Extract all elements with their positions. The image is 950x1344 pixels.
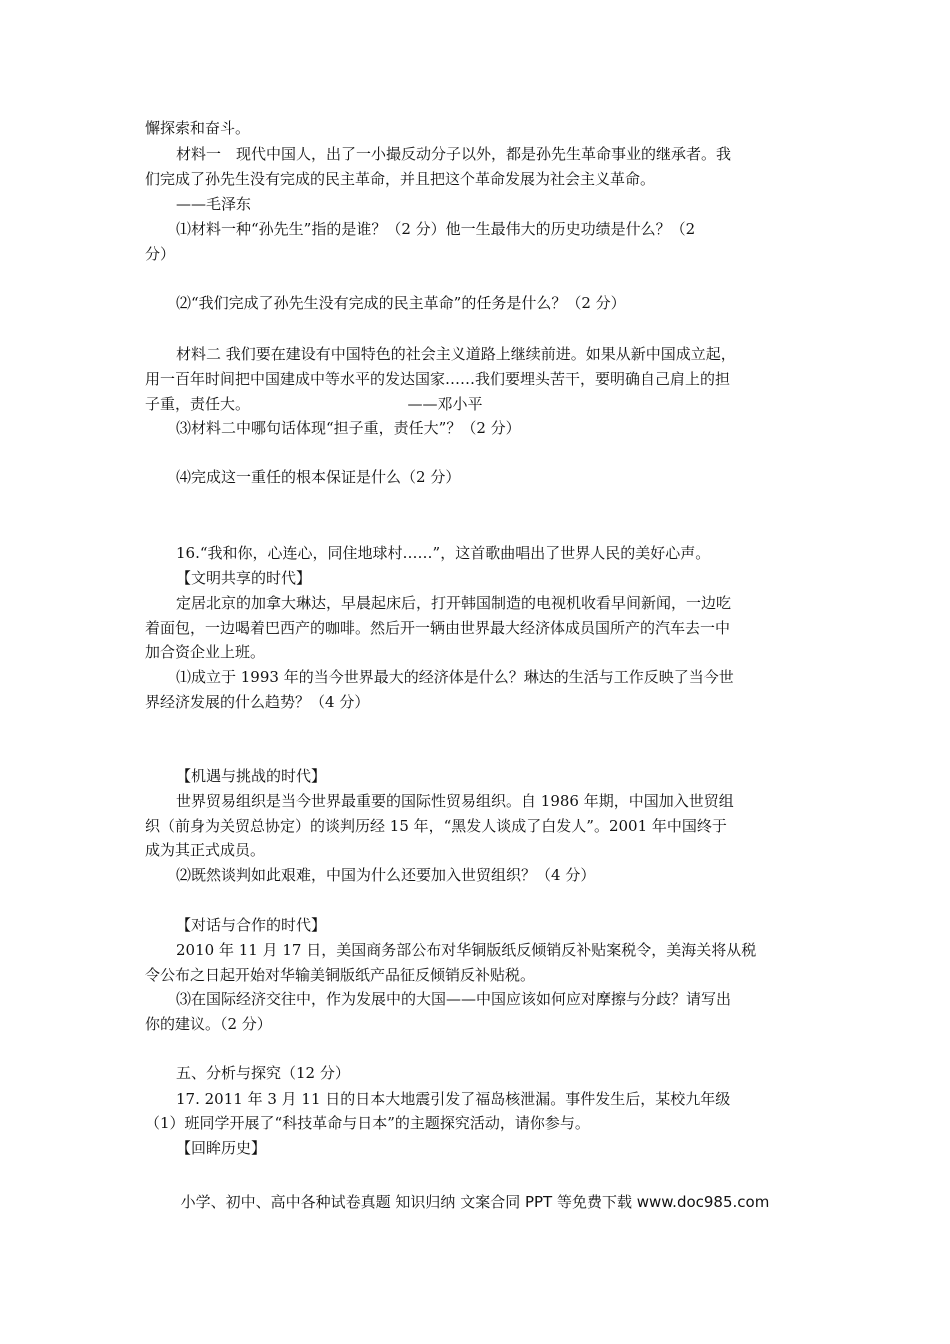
text-line: 五、分析与探究（12 分） [176,1064,350,1082]
text-line: 你的建议。（2 分） [145,1015,272,1033]
text-line: 材料二 我们要在建设有中国特色的社会主义道路上继续前进。如果从新中国成立起， [176,345,736,363]
text-line: 【文明共享的时代】 [176,569,312,587]
text-line: ——毛泽东 [176,195,252,213]
text-line: 用一百年时间把中国建成中等水平的发达国家……我们要埋头苦干，要明确自己肩上的担 [145,370,731,388]
text-line: 界经济发展的什么趋势？（4 分） [145,693,370,711]
text-line: ⑵既然谈判如此艰难，中国为什么还要加入世贸组织？（4 分） [176,866,596,884]
text-line: ⑶在国际经济交往中，作为发展中的大国——中国应该如何应对摩擦与分歧？请写出 [176,990,732,1008]
text-line: 【机遇与挑战的时代】 [176,767,327,785]
text-line: 着面包，一边喝着巴西产的咖啡。然后开一辆由世界最大经济体成员国所产的汽车去一中 [145,619,731,637]
text-line: ⑴成立于 1993 年的当今世界最大的经济体是什么？琳达的生活与工作反映了当今世 [176,668,734,686]
text-line: 材料一 现代中国人，出了一小撮反动分子以外，都是孙先生革命事业的继承者。我 [176,145,732,163]
text-line: ⑷完成这一重任的根本保证是什么（2 分） [176,468,461,486]
text-line: 加合资企业上班。 [145,643,266,661]
text-line: 【回眸历史】 [176,1139,267,1157]
text-line: 【对话与合作的时代】 [176,916,327,934]
text-line: ⑶材料二中哪句话体现“担子重，责任大”？（2 分） [176,419,521,437]
text-line: ⑴材料一种“孙先生”指的是谁？（2 分）他一生最伟大的历史功绩是什么？（2 [176,220,696,238]
text-line: 世界贸易组织是当今世界最重要的国际性贸易组织。自 1986 年期，中国加入世贸组 [176,792,734,810]
text-line: 们完成了孙先生没有完成的民主革命，并且把这个革命发展为社会主义革命。 [145,170,656,188]
text-line: 织（前身为关贸总协定）的谈判历经 15 年，“黑发人谈成了白发人”。2001 年中国终于 [145,817,727,835]
text-line: 懈探索和奋斗。 [145,119,251,137]
text-line: 2010 年 11 月 17 日，美国商务部公布对华铜版纸反倾销反补贴案税令，美海关将从税 [176,941,757,959]
text-line: 分） [145,245,176,263]
text-line: 令公布之日起开始对华输美铜版纸产品征反倾销反补贴税。 [145,966,536,984]
text-line: 定居北京的加拿大琳达，早晨起床后，打开韩国制造的电视机收看早间新闻，一边吃 [176,594,732,612]
text-line: （1）班同学开展了“科技革命与日本”的主题探究活动，请你参与。 [145,1114,590,1132]
text-line: 子重，责任大。 ——邓小平 [145,395,483,413]
text-line: 成为其正式成员。 [145,841,266,859]
text-line: 17. 2011 年 3 月 11 日的日本大地震引发了福岛核泄漏。事件发生后，某校九年级 [176,1090,731,1108]
text-line: ⑵“我们完成了孙先生没有完成的民主革命”的任务是什么？（2 分） [176,294,626,312]
text-line: 16.“我和你，心连心，同住地球村……”，这首歌曲唱出了世界人民的美好心声。 [176,544,711,562]
footer-text: 小学、初中、高中各种试卷真题 知识归纳 文案合同 PPT 等免费下载 www.doc985.com [180,1193,770,1211]
